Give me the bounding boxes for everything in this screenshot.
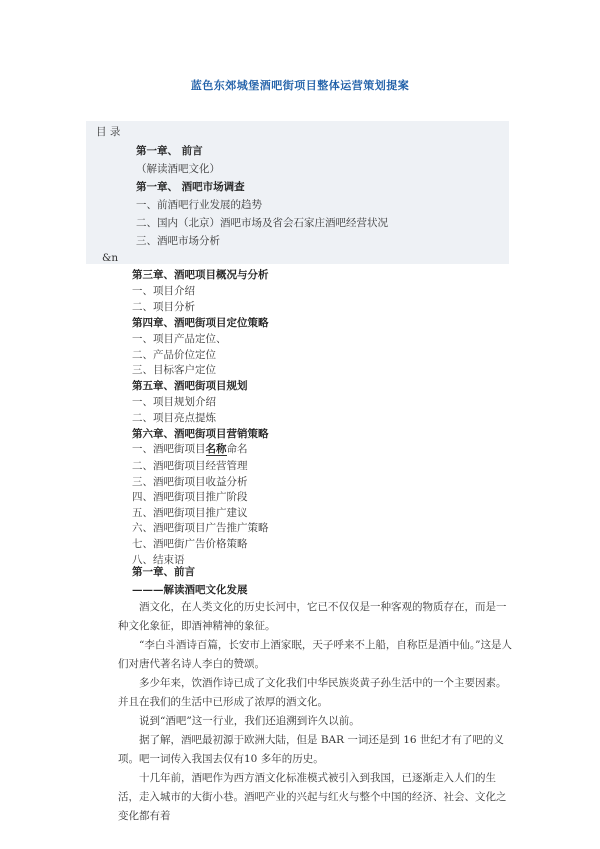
- toc-item-naming: [132, 442, 248, 456]
- toc-item: 七、酒吧街广告价格策略: [132, 538, 248, 550]
- toc-box-item: 一、前酒吧行业发展的趋势: [136, 199, 262, 211]
- toc-item: 一、项目产品定位、: [132, 332, 227, 345]
- toc-item: 二、项目分析: [132, 300, 195, 313]
- toc-item: 四、酒吧街项目推广阶段: [132, 491, 248, 504]
- toc-item: 一、项目介绍: [132, 284, 195, 297]
- naming-emph: 名称: [205, 443, 227, 455]
- toc-item: 三、酒吧街项目收益分析: [132, 475, 248, 488]
- body-paragraphs: [118, 598, 516, 826]
- toc-item: 二、产品价位定位: [132, 348, 216, 361]
- toc-chapter-heading: 第五章、酒吧街项目规划: [132, 380, 248, 393]
- toc-chapter-heading: 第六章、酒吧街项目营销策略: [132, 428, 269, 440]
- toc-item: 五、酒吧街项目推广建议: [132, 506, 248, 519]
- toc-box-item: 二、国内（北京）酒吧市场及省会石家庄酒吧经营状况: [136, 217, 388, 229]
- toc-item: 一、项目规划介绍: [132, 396, 216, 409]
- paragraph: “李白斗酒诗百篇，长安市上酒家眠，天子呼来不上船，自称臣是酒中仙。”这是人们对唐代著名诗人李白的赞颂。: [118, 639, 512, 670]
- paragraph: 据了解，酒吧最初源于欧洲大陆，但是 BAR 一词还是到 16 世纪才有了吧的义项。吧一词传入我国去仅有10 多年的历史。: [118, 734, 504, 765]
- paragraph: 说到“酒吧”这一行业，我们还追溯到许久以前。: [139, 715, 360, 727]
- toc-item: 二、项目亮点提炼: [132, 412, 216, 425]
- toc-chapter-heading: 第三章、酒吧项目概况与分析: [132, 269, 269, 281]
- naming-pre: 一、酒吧街项目: [132, 443, 206, 455]
- toc-box-item: 第一章、 前言: [136, 145, 203, 157]
- paragraph: 十几年前，酒吧作为西方酒文化标准模式被引入到我国，已逐渐走入人们的生活，走入城市的大街小巷。酒吧产业的兴起与红火与整个中国的经济、社会、文化之变化都有着: [118, 772, 507, 822]
- toc-label: 目 录: [96, 126, 121, 138]
- paragraph: 多少年来，饮酒作诗已成了文化我们中华民族炎黄子孙生活中的一个主要因素。并且在我们的生活中已形成了浓厚的酒文化。: [118, 677, 507, 708]
- toc-box-item: 三、酒吧市场分析: [136, 235, 220, 247]
- chapter1-subheading: ———解读酒吧文化发展: [132, 584, 248, 596]
- toc-item: 二、酒吧街项目经营管理: [132, 460, 248, 472]
- toc-item: 八、结束语: [132, 553, 185, 566]
- chapter1-heading: 第一章、前言: [132, 566, 195, 578]
- document-title: 蓝色东郊城堡酒吧街项目整体运营策划提案: [190, 79, 410, 92]
- amp-fragment: &n: [102, 252, 119, 264]
- toc-box-item: 第一章、 酒吧市场调查: [136, 181, 245, 193]
- naming-post: 命名: [226, 443, 248, 455]
- toc-item: 三、目标客户定位: [132, 364, 216, 377]
- toc-chapter-heading: 第四章、酒吧街项目定位策略: [132, 316, 269, 329]
- toc-box-item: （解读酒吧文化）: [136, 163, 220, 175]
- paragraph: 酒文化，在人类文化的历史长河中，它已不仅仅是一种客观的物质存在，而是一种文化象征，即酒神精神的象征。: [118, 601, 507, 632]
- toc-item: 六、酒吧街项目广告推广策略: [132, 522, 269, 535]
